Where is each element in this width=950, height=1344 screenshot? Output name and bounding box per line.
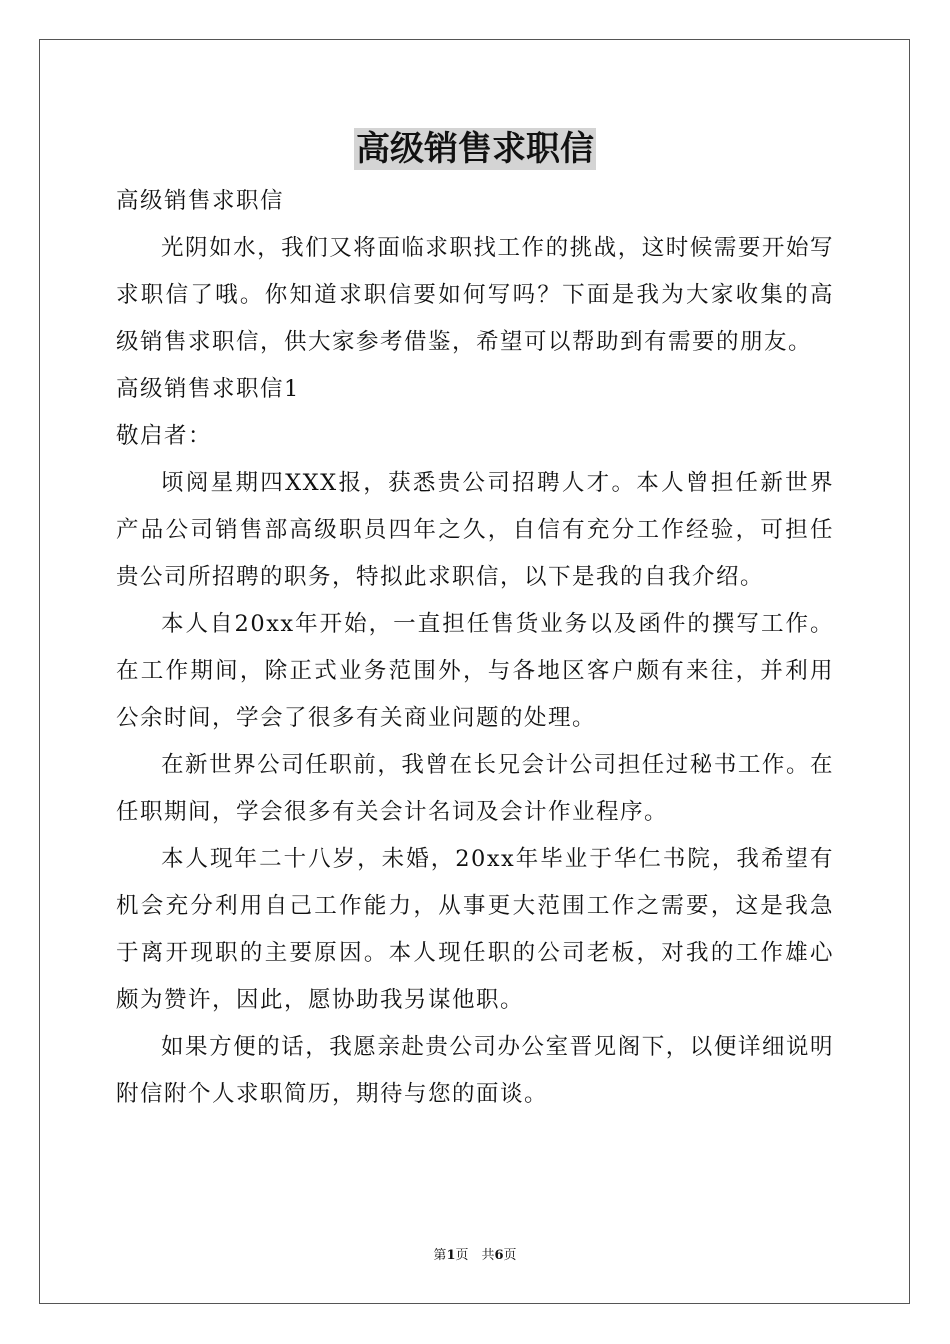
page-prefix: 第: [433, 1248, 447, 1263]
page-total: 6: [494, 1248, 504, 1263]
body-paragraph-2: 本人自20xx年开始，一直担任售货业务以及函件的撰写工作。在工作期间，除正式业务范围外，与各地区客户颇有来往，并利用公余时间，学会了很多有关商业问题的处理。: [116, 611, 834, 731]
page-mid: 页 共: [455, 1248, 495, 1263]
page-suffix: 页: [503, 1248, 517, 1263]
page-current: 1: [446, 1248, 456, 1263]
body-paragraph-3: 在新世界公司任职前，我曾在长兄会计公司担任过秘书工作。在任职期间，学会很多有关会计名词及会计作业程序。: [116, 752, 834, 825]
salutation: 敬启者：: [116, 423, 213, 449]
document-body: [116, 178, 834, 1118]
document-subtitle: 高级销售求职信: [116, 188, 285, 214]
title-wrap: [0, 128, 950, 170]
body-paragraph-4: 本人现年二十八岁，未婚，20xx年毕业于华仁书院，我希望有机会充分利用自己工作能力，从事更大范围工作之需要，这是我急于离开现职的主要原因。本人现任职的公司老板，对我的工作雄心颇为赞许，因此，愿协助我另谋他职。: [116, 846, 834, 1013]
intro-paragraph: 光阴如水，我们又将面临求职找工作的挑战，这时候需要开始写求职信了哦。你知道求职信要如何写吗？下面是我为大家收集的高级销售求职信，供大家参考借鉴，希望可以帮助到有需要的朋友。: [116, 235, 834, 355]
letter-heading: 高级销售求职信1: [116, 376, 300, 402]
body-paragraph-1: 顷阅星期四XXX报，获悉贵公司招聘人才。本人曾担任新世界产品公司销售部高级职员四年之久，自信有充分工作经验，可担任贵公司所招聘的职务，特拟此求职信，以下是我的自我介绍。: [116, 470, 834, 590]
body-paragraph-5: 如果方便的话，我愿亲赴贵公司办公室晋见阁下，以便详细说明附信附个人求职简历，期待与您的面谈。: [116, 1034, 834, 1107]
page-footer: [0, 1247, 950, 1265]
document-title: 高级销售求职信: [356, 129, 594, 169]
